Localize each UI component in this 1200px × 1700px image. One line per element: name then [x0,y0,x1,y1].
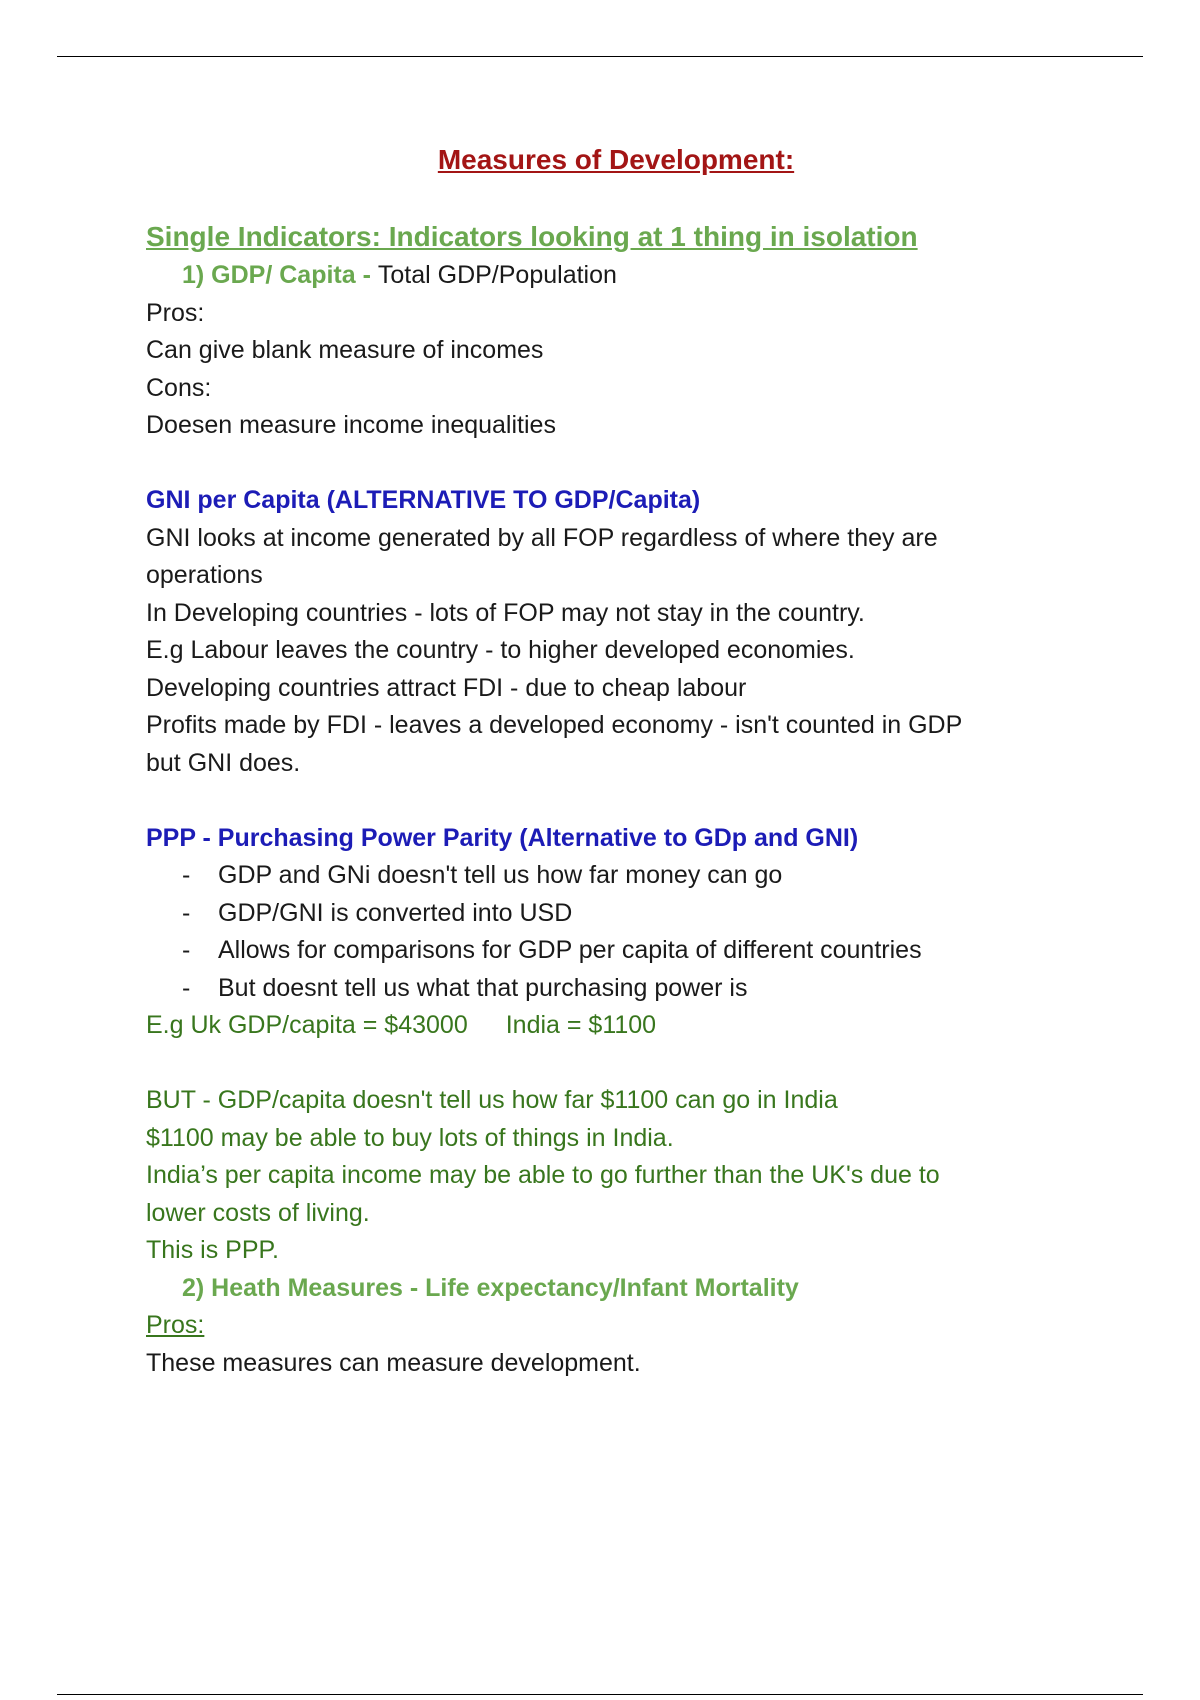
health-pros-text: These measures can measure development. [146,1348,641,1377]
ppp-explanation-line: lower costs of living. [146,1198,370,1227]
document-body [146,140,1086,1382]
cons-text: Doesen measure income inequalities [146,411,556,439]
ppp-bullet-text: Allows for comparisons for GDP per capita of different countries [218,936,922,964]
ppp-explanation-line: India’s per capita income may be able to go further than the UK's due to [146,1161,940,1189]
gdp-capita-definition: Total GDP/Population [377,261,617,289]
ppp-heading: PPP - Purchasing Power Parity (Alternative to GDp and GNI) [146,823,859,852]
section-gap [146,1045,1086,1083]
gni-line: Profits made by FDI - leaves a developed economy - isn't counted in GDP [146,711,963,739]
gni-line: E.g Labour leaves the country - to higher developed economies. [146,636,855,664]
ppp-bullet [146,895,1086,933]
ppp-example [146,1007,1086,1045]
top-rule [57,56,1143,57]
health-heading: 2) Heath Measures - Life expectancy/Infant Mortality [182,1273,799,1302]
page-title: Measures of Development: [437,144,795,175]
pros-label: Pros: [146,298,205,327]
bullet-dash: - [182,936,191,964]
gni-line: Developing countries attract FDI - due to cheap labour [146,673,747,702]
gdp-capita-item [146,257,1086,295]
ppp-example-uk: E.g Uk GDP/capita = $43000 [146,1011,468,1039]
bullet-dash: - [182,898,191,927]
gni-line: operations [146,561,263,589]
bullet-dash: - [182,861,191,889]
gni-line: GNI looks at income generated by all FOP regardless of where they are [146,523,938,552]
ppp-bullet [146,932,1086,970]
ppp-bullet-text: GDP and GNi doesn't tell us how far money can go [218,861,783,889]
gni-line: but GNI does. [146,748,301,777]
section-gap [146,782,1086,820]
pros-text: Can give blank measure of incomes [146,336,544,364]
gni-line: In Developing countries - lots of FOP may not stay in the country. [146,598,865,627]
ppp-bullet-text: GDP/GNI is converted into USD [218,898,573,927]
ppp-bullet [146,857,1086,895]
health-pros-label: Pros: [146,1311,205,1339]
gni-heading: GNI per Capita (ALTERNATIVE TO GDP/Capita) [146,486,701,514]
bottom-rule [57,1694,1143,1695]
ppp-explanation-line: BUT - GDP/capita doesn't tell us how far $1100 can go in India [146,1086,838,1114]
ppp-example-india: India = $1100 [505,1011,657,1039]
bullet-dash: - [182,973,191,1002]
cons-label: Cons: [146,373,212,402]
section-gap [146,445,1086,483]
ppp-bullet-text: But doesnt tell us what that purchasing power is [218,973,748,1002]
gdp-capita-label: 1) GDP/ Capita - [182,261,378,289]
ppp-explanation-line: This is PPP. [146,1236,279,1264]
ppp-explanation-line: $1100 may be able to buy lots of things in India. [146,1123,674,1152]
single-indicators-heading: Single Indicators: Indicators looking at 1 thing in isolation [146,221,918,252]
ppp-bullet [146,970,1086,1008]
